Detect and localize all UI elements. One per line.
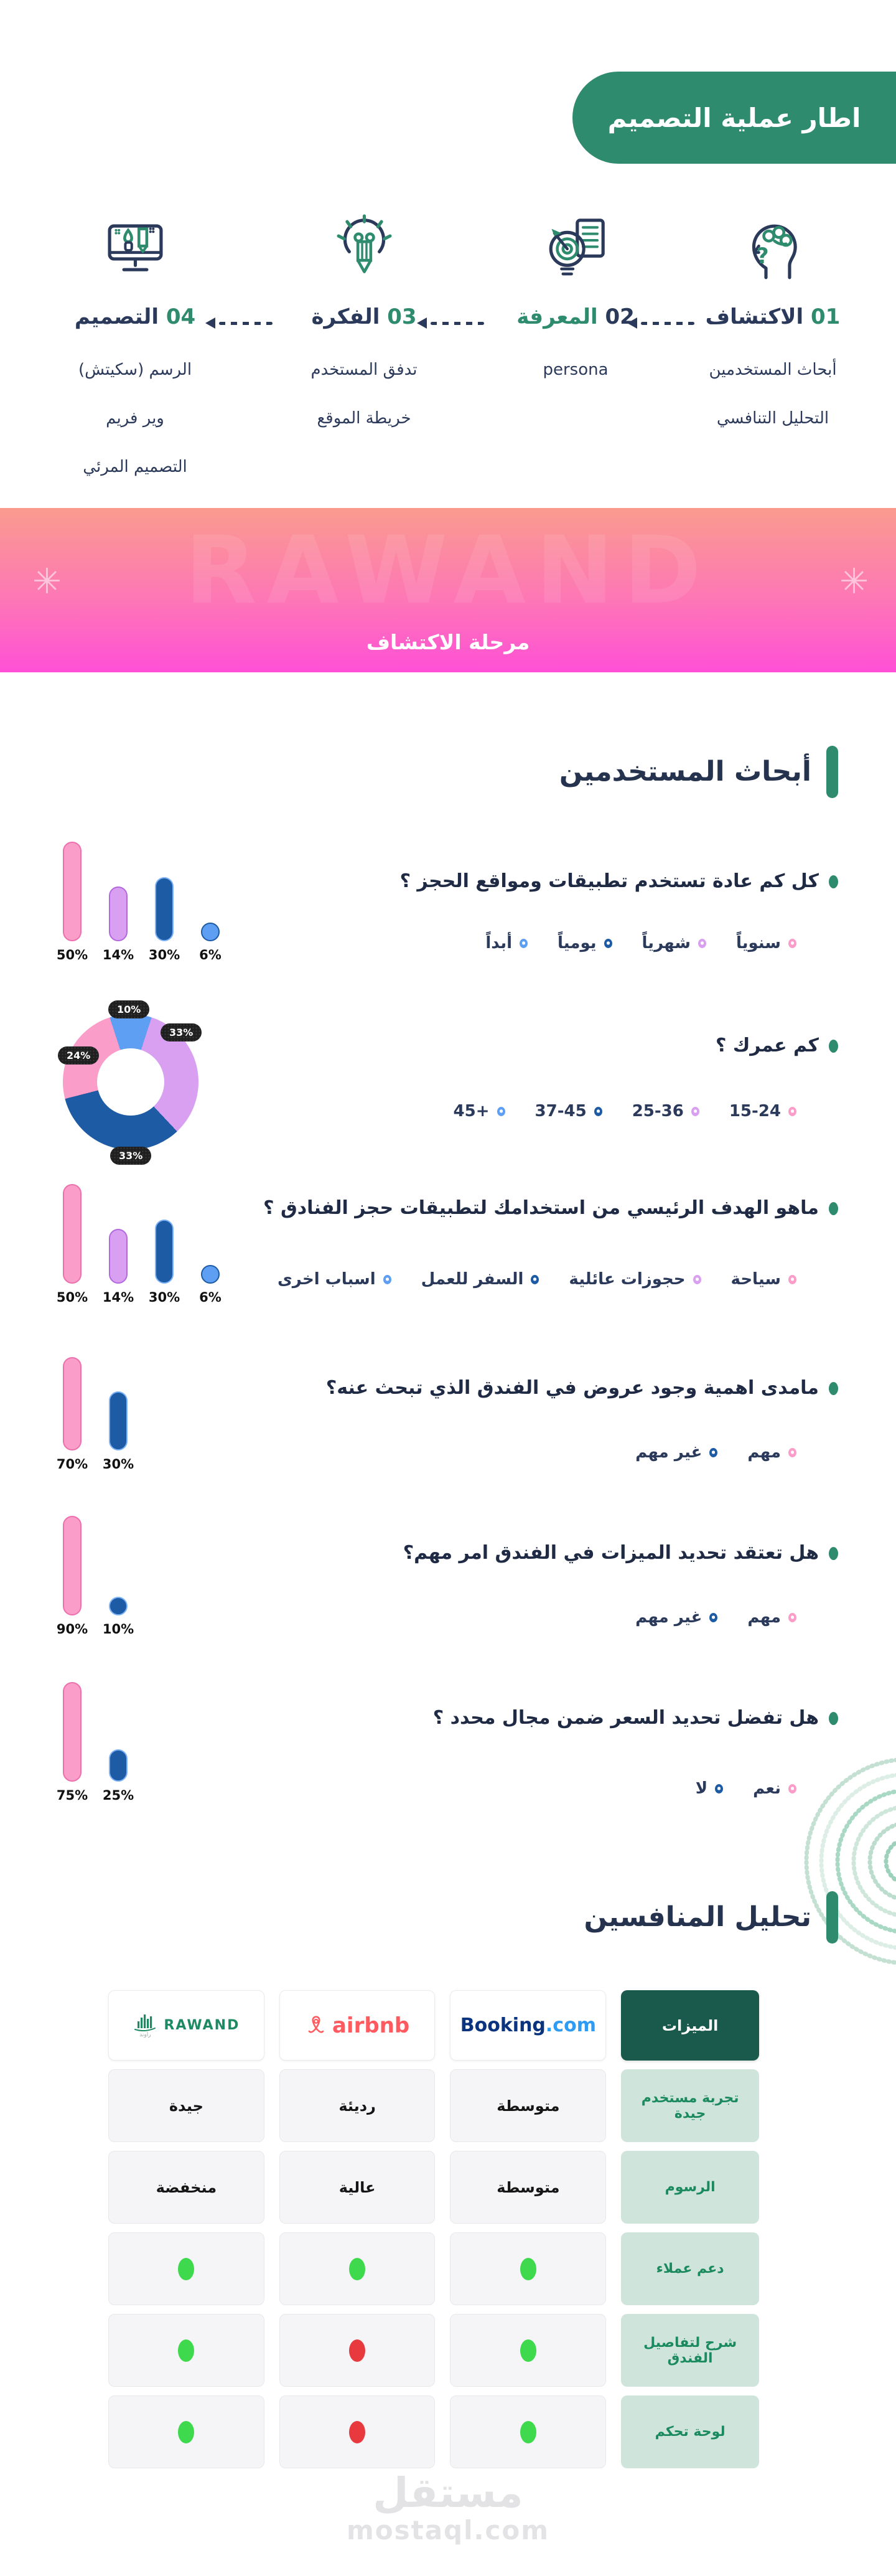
bar-chart [56,1184,222,1305]
arrow-dashes [641,322,694,325]
survey-question-6 [433,1707,838,1729]
value-cell [108,2314,264,2387]
status-dot-red-icon [349,2421,365,2443]
legend-dot-icon [709,1613,717,1622]
step-sub-item: أبحاث المستخدمين [709,360,837,379]
process-step-01 [670,205,875,426]
step-title [75,304,195,329]
status-dot-red-icon [349,2339,365,2362]
legend-item [635,1443,717,1462]
legend-item [558,934,612,952]
rawand-logo [133,2013,240,2038]
bar-column [102,842,134,962]
legend-dot-icon [693,1275,701,1284]
bar-value-label: 30% [102,1457,134,1472]
bar-chart [56,1682,134,1803]
status-dot-green-icon [178,2421,194,2443]
step-number: 01 [811,304,841,329]
question-text: مامدى اهمية وجود عروض في الفندق الذي تبحث عنه؟ [325,1377,819,1399]
step-sub-item: تدفق المستخدم [310,360,418,379]
bar-value-label: 14% [102,1290,134,1305]
asterisk-icon: ✳ [32,562,62,602]
status-dot-green-icon [178,2339,194,2362]
value-cell: رديئة [279,2069,436,2142]
bar-value-label: 70% [56,1457,88,1472]
section-title-text: تحليل المنافسين [584,1901,811,1933]
legend-label: مهم [747,1443,781,1462]
legend-item [454,1102,505,1121]
survey-question-4 [326,1377,838,1399]
legend-dot-icon [788,1448,796,1457]
legend-label: مهم [747,1608,781,1627]
step-number: 04 [166,304,196,329]
value-cell [279,2314,436,2387]
question-bullet-icon [829,1382,838,1395]
legend-label: أبداً [485,934,512,952]
donut-value-label: 33% [161,1023,202,1041]
value-cell [108,2232,264,2305]
chart-legend [454,1102,796,1121]
legend-item [485,934,528,952]
legend-item [635,1608,717,1627]
legend-item [731,1270,796,1289]
question-text: ماهو الهدف الرئيسي من استخدامك لتطبيقات حجز الفنادق ؟ [263,1197,819,1219]
airbnb-wordmark: airbnb [332,2013,410,2038]
bar [155,1220,174,1284]
value-cell [279,2232,436,2305]
chart-legend [635,1443,796,1462]
bar [63,842,82,941]
rawand-arabic-subtext: راوند [139,2032,151,2038]
legend-dot-icon [788,1784,796,1793]
step-sub-item: الرسم (سكيتش) [78,360,192,379]
step-sub-item: التحليل التنافسي [716,409,829,428]
bar-column [102,1184,134,1305]
asterisk-icon: ✳ [839,562,869,602]
competitor-table [108,1990,759,2468]
bar-value-label: 14% [102,947,134,962]
feature-label-cell: تجربة مستخدم جيدة [621,2069,759,2142]
dashed-arrow-left-icon [627,314,694,332]
legend-item [535,1102,602,1121]
step-title [706,304,841,329]
status-dot-green-icon [178,2258,194,2280]
donut-value-label: 10% [108,1000,149,1018]
survey-question-1 [400,870,838,892]
process-step-02 [473,205,678,378]
design-process-header-banner [572,72,896,164]
question-bullet-icon [829,1040,838,1053]
table-row [108,2069,759,2142]
legend-dot-icon [788,939,796,948]
legend-dot-icon [497,1107,505,1116]
arrow-head [205,317,215,329]
bar-value-label: 75% [56,1788,88,1803]
brand-header-cell-airbnb [279,1990,436,2061]
bar-column [148,842,180,962]
question-bullet-icon [829,1547,838,1560]
step-sub-item: persona [543,360,609,379]
bar-chart [56,842,222,962]
legend-label: سنوياً [735,934,781,952]
legend-dot-icon [604,939,612,948]
bar-value-label: 30% [148,1290,180,1305]
airbnb-logo [305,2013,409,2038]
legend-dot-icon [788,1107,796,1116]
section-title-research [559,746,838,798]
survey-question-2 [716,1035,838,1056]
legend-item [747,1608,796,1627]
phase-label: مرحلة الاكتشاف [366,630,530,654]
legend-dot-icon [691,1107,699,1116]
process-step-04 [32,205,238,475]
legend-label: 15-24 [729,1102,781,1121]
question-bullet-icon [829,875,838,888]
survey-question-5 [403,1542,838,1564]
step-title [516,304,635,329]
feature-label-cell: شرح لتفاصيل الفندق [621,2314,759,2387]
arrow-dashes [219,322,273,325]
mostaql-arabic-logo: مستقل [373,2469,523,2517]
bar [155,877,174,941]
bar-column [56,1184,88,1305]
bar-column [56,1357,88,1472]
table-row [108,2232,759,2305]
table-header-row [108,1990,759,2061]
legend-label: سياحة [730,1270,781,1289]
legend-label: اسباب اخرى [277,1270,376,1289]
legend-label: شهرياً [642,934,691,952]
bar-column [199,842,222,962]
bar [201,1265,220,1284]
step-name: المعرفة [516,304,598,329]
bar-value-label: 50% [56,947,88,962]
svg-text:?: ? [756,243,769,269]
legend-item [421,1270,539,1289]
bar [63,1682,82,1782]
dashed-arrow-left-icon [417,314,484,332]
status-dot-green-icon [520,2258,536,2280]
features-header-cell: الميزات [621,1990,759,2061]
step-number: 03 [387,304,417,329]
bar-column [56,1516,88,1637]
chart-legend [485,934,796,952]
legend-dot-icon [788,1613,796,1622]
legend-dot-icon [709,1448,717,1457]
phase-banner [0,508,896,672]
legend-label: حجوزات عائلية [569,1270,686,1289]
bar [109,1749,128,1782]
booking-logo [460,2014,596,2036]
step-name: الفكرة [311,304,380,329]
bar-column [56,842,88,962]
bar [63,1357,82,1450]
donut-value-label: 33% [110,1147,151,1165]
brand-watermark: RAWAND [185,517,711,625]
question-text: هل تفضل تحديد السعر ضمن مجال محدد ؟ [432,1707,819,1729]
bar-value-label: 30% [148,947,180,962]
legend-dot-icon [715,1784,723,1793]
dashed-arrow-left-icon [205,314,273,332]
bar [201,923,220,941]
bar [109,1391,128,1450]
arrow-dashes [431,322,484,325]
legend-item [278,1270,391,1289]
bar-column [102,1516,134,1637]
legend-dot-icon [788,1275,796,1284]
value-cell [450,2314,606,2387]
donut-hole [97,1048,164,1116]
feature-label-cell: لوحة تحكم [621,2395,759,2468]
legend-item [569,1270,701,1289]
brand-header-cell-bookingcom [450,1990,606,2061]
bar [109,1597,128,1615]
bar-column [102,1682,134,1803]
airbnb-belo-icon [305,2014,327,2037]
bar-value-label: 6% [199,947,222,962]
table-row [108,2314,759,2387]
question-bullet-icon [829,1712,838,1725]
bar-value-label: 50% [56,1290,88,1305]
site-watermark [0,2469,896,2545]
value-cell [450,2395,606,2468]
booking-wordmark: Booking [460,2014,546,2036]
bar-value-label: 90% [56,1622,88,1637]
feature-label-cell: الرسوم [621,2151,759,2224]
bar [109,1229,128,1284]
legend-item [632,1102,699,1121]
rawand-buildings-icon [133,2013,157,2031]
value-cell [279,2395,436,2468]
brand-header-cell-rawand [108,1990,264,2061]
status-dot-green-icon [349,2258,365,2280]
bar-value-label: 6% [199,1290,222,1305]
legend-dot-icon [594,1107,602,1116]
legend-item [753,1779,796,1798]
legend-label: غير مهم [635,1608,702,1627]
chart-legend [635,1608,796,1627]
status-dot-green-icon [520,2339,536,2362]
section-accent-bar [826,746,838,798]
step-title [311,304,416,329]
chart-legend [696,1779,796,1798]
legend-label: +45 [453,1102,490,1121]
step-number: 02 [605,304,635,329]
step-name: التصميم [74,304,159,329]
section-title-text: أبحاث المستخدمين [559,756,811,787]
legend-dot-icon [520,939,528,948]
bar-chart [56,1516,134,1637]
step-name: الاكتشاف [705,304,804,329]
question-bullet-icon [829,1202,838,1215]
value-cell: متوسطة [450,2069,606,2142]
legend-item [736,934,796,952]
legend-label: لا [695,1779,708,1798]
step-sub-item: خريطة الموقع [317,409,411,428]
value-cell [450,2232,606,2305]
value-cell: منخفضة [108,2151,264,2224]
legend-label: نعم [753,1779,781,1798]
survey-question-3 [263,1197,838,1219]
legend-item [642,934,706,952]
bar-column [102,1357,134,1472]
question-text: كم عمرك ؟ [715,1035,819,1056]
question-text: كل كم عادة تستخدم تطبيقات ومواقع الحجز ؟ [399,870,819,892]
chart-legend [278,1270,796,1289]
bar [109,886,128,941]
table-row [108,2395,759,2468]
bar-value-label: 10% [102,1622,134,1637]
table-row [108,2151,759,2224]
mostaql-url: mostaql.com [347,2515,549,2545]
section-accent-bar [826,1891,838,1944]
step-sub-item: التصميم المرئي [83,458,187,476]
bar [63,1516,82,1615]
design-monitor-icon [100,212,171,283]
arrow-head [417,317,427,329]
rawand-wordmark: RAWAND [164,2018,240,2033]
legend-label: 37-45 [534,1102,587,1121]
head-brain-question-icon [737,212,809,283]
section-title-competitors [584,1891,838,1944]
idea-pencil-bulb-icon [329,212,400,283]
bar [63,1184,82,1284]
step-sub-item: وير فريم [106,409,164,428]
legend-dot-icon [531,1275,539,1284]
bar-column [56,1682,88,1803]
legend-label: غير مهم [635,1443,702,1462]
arrow-head [627,317,637,329]
value-cell [108,2395,264,2468]
legend-label: 25-36 [632,1102,684,1121]
target-bulb-document-icon [540,212,612,283]
legend-item [729,1102,796,1121]
booking-com-suffix: .com [545,2014,596,2036]
bar-chart [56,1357,134,1472]
bar-column [148,1184,180,1305]
value-cell: متوسطة [450,2151,606,2224]
feature-label-cell: دعم عملاء [621,2232,759,2305]
legend-dot-icon [383,1275,391,1284]
donut-chart [63,1004,198,1162]
donut-value-label: 24% [58,1046,99,1065]
legend-item [747,1443,796,1462]
bar-column [199,1184,222,1305]
legend-label: يومياً [558,934,597,952]
status-dot-green-icon [520,2421,536,2443]
legend-item [696,1779,723,1798]
page-title: اطار عملية التصميم [607,102,861,133]
value-cell: عالية [279,2151,436,2224]
value-cell: جيدة [108,2069,264,2142]
legend-dot-icon [698,939,706,948]
legend-label: السفر للعمل [421,1270,524,1289]
question-text: هل تعتقد تحديد الميزات في الفندق امر مهم؟ [403,1542,819,1564]
bar-value-label: 25% [102,1788,134,1803]
